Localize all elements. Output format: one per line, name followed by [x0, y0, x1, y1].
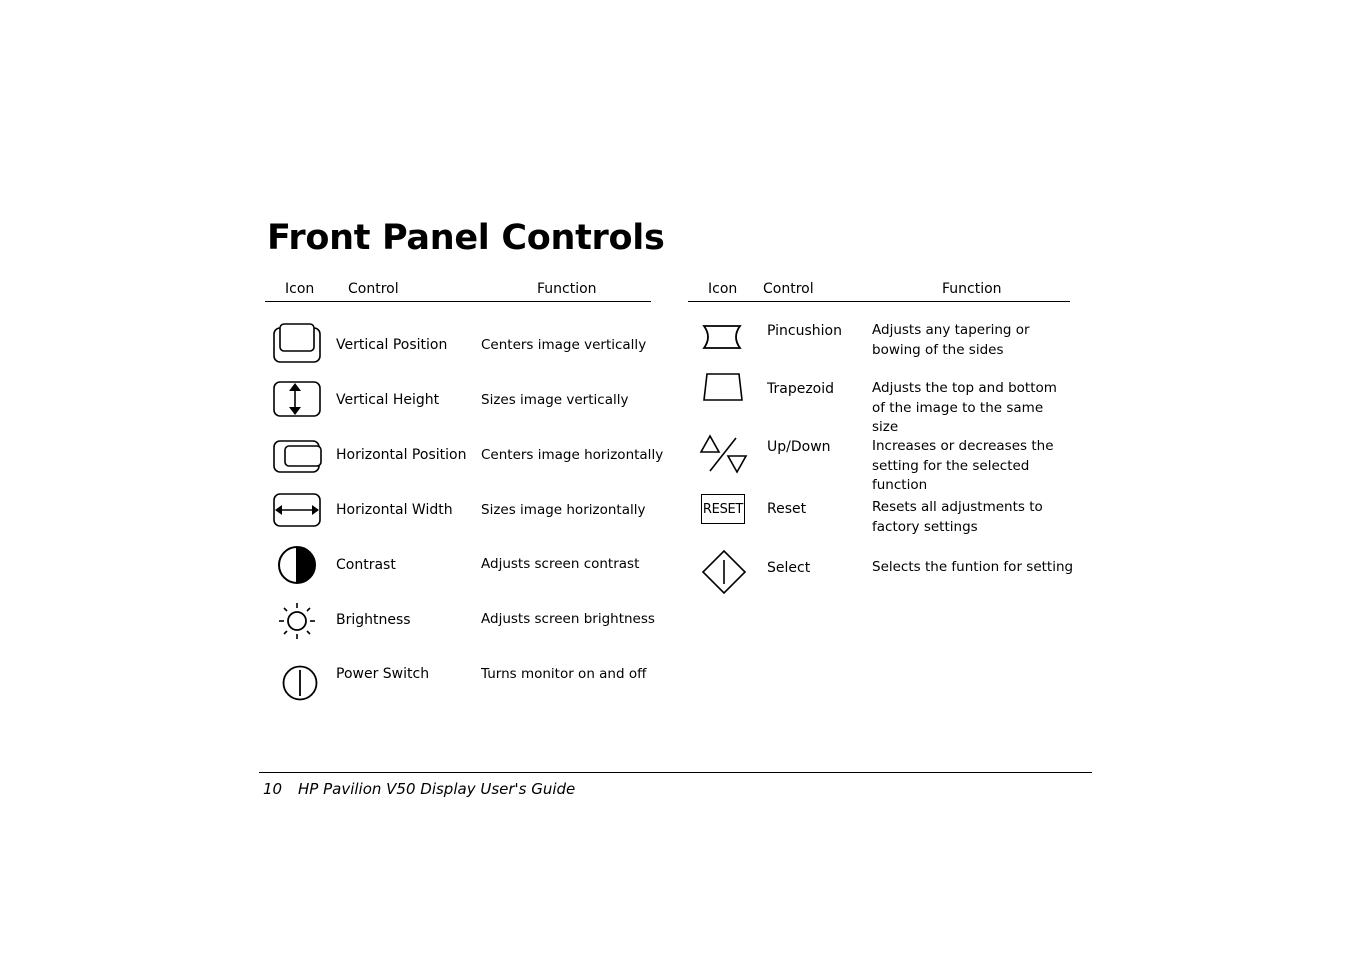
horizontal-position-icon — [272, 439, 324, 475]
left-header-rule — [265, 301, 651, 302]
control-vertical-position: Vertical Position — [336, 337, 448, 353]
brightness-icon — [277, 600, 319, 642]
function-contrast: Adjusts screen contrast — [481, 556, 640, 572]
control-up-down: Up/Down — [767, 439, 831, 455]
contrast-icon — [277, 545, 319, 587]
right-header-rule — [688, 301, 1070, 302]
up-down-icon — [698, 434, 750, 476]
function-select: Selects the funtion for setting — [872, 559, 1074, 575]
control-select: Select — [767, 560, 811, 576]
function-power-switch: Turns monitor on and off — [481, 666, 647, 682]
control-reset: Reset — [767, 501, 807, 517]
vertical-height-icon — [272, 380, 324, 420]
function-up-down: Increases or decreases the setting for the selected function — [872, 438, 1054, 493]
power-icon — [281, 664, 321, 704]
right-header-control: Control — [763, 281, 814, 297]
function-vertical-position: Centers image vertically — [481, 337, 647, 353]
vertical-position-icon — [272, 322, 324, 366]
control-power-switch: Power Switch — [336, 666, 430, 682]
left-header-control: Control — [348, 281, 399, 297]
footer-guide-title: HP Pavilion V50 Display User's Guide — [298, 780, 576, 798]
function-vertical-height: Sizes image vertically — [481, 392, 629, 408]
control-pincushion: Pincushion — [767, 323, 842, 339]
footer-page-number: 10 — [263, 780, 283, 798]
reset-icon — [701, 494, 745, 524]
trapezoid-icon — [702, 372, 744, 404]
function-horizontal-position: Centers image horizontally — [481, 447, 664, 463]
function-horizontal-width: Sizes image horizontally — [481, 502, 646, 518]
function-brightness: Adjusts screen brightness — [481, 611, 655, 627]
control-brightness: Brightness — [336, 612, 411, 628]
left-header-function: Function — [537, 281, 597, 297]
select-icon — [701, 549, 749, 595]
right-header-icon: Icon — [708, 281, 738, 297]
right-header-function: Function — [942, 281, 1002, 297]
control-contrast: Contrast — [336, 557, 396, 573]
reset-icon-label: RESET — [702, 501, 744, 517]
function-trapezoid: Adjusts the top and bottom of the image to the same size — [872, 380, 1057, 435]
control-horizontal-width: Horizontal Width — [336, 502, 453, 518]
page-title: Front Panel Controls — [267, 218, 665, 258]
control-vertical-height: Vertical Height — [336, 392, 440, 408]
function-pincushion: Adjusts any tapering or bowing of the sides — [872, 322, 1030, 358]
control-horizontal-position: Horizontal Position — [336, 447, 467, 463]
left-header-icon: Icon — [285, 281, 315, 297]
pincushion-icon — [702, 324, 744, 352]
function-reset: Resets all adjustments to factory settings — [872, 499, 1043, 535]
horizontal-width-icon — [272, 492, 324, 528]
control-trapezoid: Trapezoid — [767, 381, 835, 397]
footer-rule — [259, 772, 1092, 773]
